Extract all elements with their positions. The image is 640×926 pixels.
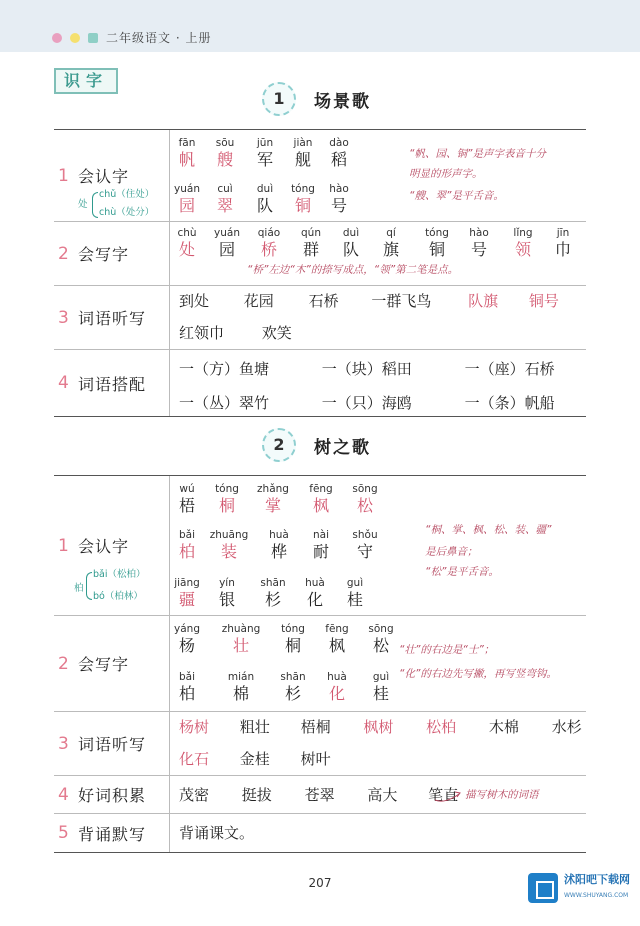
row-label (54, 350, 170, 416)
phrase: 一（丛）翠竹 (179, 394, 270, 412)
word: 红领巾 (179, 324, 225, 342)
row-number: 2 (58, 243, 69, 264)
book-title: 二年级语文 · 上册 (106, 31, 212, 45)
pinyin: fān (178, 137, 196, 149)
hanzi: 掌 (264, 496, 281, 515)
lesson2-row-beisong (54, 814, 586, 852)
word: 松柏 (426, 718, 457, 736)
bai-brace (86, 572, 92, 600)
pinyin: shān (280, 671, 306, 683)
pinyin: yáng (174, 623, 200, 635)
row-number: 1 (58, 535, 69, 556)
hanzi: 舰 (294, 150, 311, 169)
word: 挺拔 (241, 786, 272, 804)
page-header (0, 0, 640, 52)
pinyin: fēng (325, 623, 349, 635)
row-number: 3 (58, 733, 69, 754)
pinyin: qún (301, 227, 321, 239)
hanzi: 松 (356, 496, 373, 515)
yellow-dot (70, 33, 80, 43)
hanzi: 园 (218, 240, 235, 259)
lesson2-number: 2 (262, 428, 296, 462)
char-group (253, 482, 293, 516)
pinyin: shān (260, 577, 286, 589)
char-group (291, 226, 331, 260)
word: 化石 (179, 750, 210, 768)
renzi-note-3: “艘、翠”是平舌音。 (409, 190, 504, 202)
phrase: 一（块）稻田 (321, 360, 412, 378)
word: 水杉 (551, 718, 582, 736)
row-name: 背诵默写 (78, 824, 147, 844)
watermark-title: 沭阳吧下载网 (564, 873, 630, 886)
row-label (54, 776, 170, 813)
tingxie-line-2 (179, 748, 351, 769)
renzi-note-2: 明显的形声字。 (409, 168, 483, 180)
hanzi: 柏 (178, 684, 195, 703)
row-label (54, 616, 170, 711)
char-group (331, 226, 371, 260)
char-group (167, 482, 207, 516)
bai-note-lead: 柏 (74, 583, 84, 594)
hanzi: 领 (514, 240, 531, 259)
hanzi: 桂 (346, 590, 363, 609)
char-group (167, 136, 207, 170)
word: 树叶 (300, 750, 331, 768)
lesson1-title: 场景歌 (314, 92, 371, 112)
pinyin: wú (179, 483, 195, 495)
word: 梧桐 (300, 718, 331, 736)
tingxie-line-2 (179, 322, 312, 343)
beisong-text: 背诵课文。 (179, 824, 255, 842)
word: 高大 (367, 786, 398, 804)
row-name: 词语听写 (78, 309, 147, 328)
hanzi: 枫 (312, 496, 329, 515)
pinyin: lǐng (513, 227, 533, 239)
hanzi: 稻 (330, 150, 347, 169)
header-dots (52, 33, 98, 43)
pinyin: zhuāng (209, 529, 249, 541)
pinyin: yuán (214, 227, 240, 239)
watermark-icon (528, 873, 558, 903)
char-group (207, 576, 247, 610)
lesson2-row-haoci (54, 776, 586, 814)
char-group (245, 136, 285, 170)
row-number: 2 (58, 653, 69, 674)
renzi-note-1: “帆、园、铜”是声字表音十分 (409, 148, 546, 160)
row-number: 4 (58, 784, 69, 805)
hanzi: 园 (178, 196, 195, 215)
lesson1-xiezi-chars (171, 222, 586, 285)
char-group (221, 622, 261, 656)
pinyin: tóng (425, 227, 449, 239)
lesson2-haoci (171, 776, 586, 813)
hanzi: 柏 (178, 542, 195, 561)
pinyin: duì (256, 183, 274, 195)
row-number: 3 (58, 307, 69, 328)
hanzi: 疆 (178, 590, 195, 609)
hanzi: 梧 (178, 496, 195, 515)
section-tag: 识字 (54, 68, 118, 94)
hanzi: 桐 (284, 636, 301, 655)
char-group (361, 670, 401, 704)
row-name: 会写字 (78, 655, 130, 674)
hanzi: 化 (328, 684, 345, 703)
hanzi: 杉 (284, 684, 301, 703)
char-group (317, 670, 357, 704)
pinyin: yín (219, 577, 235, 589)
pinyin: dào (329, 137, 349, 149)
pinyin: jūn (256, 137, 274, 149)
lesson2-title: 树之歌 (314, 438, 371, 458)
hanzi: 守 (356, 542, 373, 561)
pinyin: jīn (556, 227, 570, 239)
lesson2-header (0, 428, 640, 468)
xiezi-note-2: “化”的右边先写撇，再写竖弯钩。 (399, 668, 557, 680)
word: 茂密 (179, 786, 210, 804)
char-group (319, 182, 359, 216)
chu-note-b: chù（处分） (99, 207, 155, 218)
pinyin: cuì (217, 183, 233, 195)
char-group (207, 482, 247, 516)
row-name: 好词积累 (78, 786, 147, 805)
char-group (283, 136, 323, 170)
pinyin: zhǎng (257, 483, 289, 495)
renzi-note-2: 是后鼻音； (425, 546, 478, 558)
arrow-icon (433, 786, 463, 806)
pinyin: sōu (215, 137, 235, 149)
tingxie-line-1 (179, 290, 579, 311)
dapei-line-1 (179, 358, 575, 379)
xiezi-note-1: “壮”的右边是“士”； (399, 644, 495, 656)
pinyin: hào (329, 183, 349, 195)
pinyin: huà (327, 671, 347, 683)
hanzi: 棉 (232, 684, 249, 703)
char-group (167, 528, 207, 562)
pinyin: hào (469, 227, 489, 239)
char-group (167, 622, 207, 656)
lesson1-tingxie-words (171, 286, 586, 349)
renzi-note-3: “松”是平舌音。 (425, 566, 499, 578)
hanzi: 铜 (294, 196, 311, 215)
lesson1-table (54, 129, 586, 417)
word: 木棉 (488, 718, 519, 736)
char-group (301, 528, 341, 562)
lesson2-xiezi-chars (171, 616, 586, 711)
pinyin: bǎi (178, 671, 196, 683)
char-group (317, 622, 357, 656)
word: 杨树 (179, 718, 210, 736)
char-group (345, 528, 385, 562)
lesson2-renzi-chars (171, 476, 586, 615)
hanzi: 铜 (428, 240, 445, 259)
watermark-logo (528, 871, 630, 905)
char-group (253, 576, 293, 610)
pinyin: bǎi (178, 529, 196, 541)
word: 铜号 (528, 292, 559, 310)
word: 石桥 (308, 292, 339, 310)
renzi-note-1: “桐、掌、枫、松、装、疆” (425, 524, 552, 536)
bai-note-a: bǎi（松柏） (93, 569, 146, 580)
row-name: 词语搭配 (78, 374, 147, 394)
pinyin: jiāng (174, 577, 200, 589)
hanzi: 军 (256, 150, 273, 169)
char-group (221, 670, 261, 704)
hanzi: 翠 (216, 196, 233, 215)
pinyin: qí (386, 227, 396, 239)
hanzi: 桦 (270, 542, 287, 561)
hanzi: 桂 (372, 684, 389, 703)
hanzi: 杨 (178, 636, 195, 655)
phrase: 一（座）石桥 (464, 360, 555, 378)
word: 花园 (243, 292, 274, 310)
row-number: 1 (58, 165, 69, 186)
word: 队旗 (468, 292, 499, 310)
row-label (54, 222, 170, 285)
hanzi: 艘 (216, 150, 233, 169)
row-name: 会认字 (78, 167, 130, 186)
pinyin: mián (227, 671, 255, 683)
pinyin: sōng (352, 483, 378, 495)
row-name: 会认字 (78, 537, 130, 556)
hanzi: 处 (178, 240, 195, 259)
pinyin: duì (342, 227, 360, 239)
char-group (205, 136, 245, 170)
tingxie-line-1 (179, 716, 596, 737)
lesson2-row-tingxie (54, 712, 586, 776)
chu-note-lead: 处 (78, 199, 88, 210)
lesson1-row-tingxie (54, 286, 586, 350)
watermark-text (564, 873, 630, 903)
lesson1-row-dapei (54, 350, 586, 416)
hanzi: 枫 (328, 636, 345, 655)
pinyin: shǒu (352, 529, 378, 541)
word: 到处 (179, 292, 210, 310)
pinyin: jiàn (293, 137, 313, 149)
pinyin: guì (372, 671, 390, 683)
char-group (273, 670, 313, 704)
hanzi: 队 (342, 240, 359, 259)
hanzi: 号 (470, 240, 487, 259)
char-group (417, 226, 457, 260)
lesson2-table (54, 475, 586, 853)
char-group (459, 226, 499, 260)
word: 欢笑 (261, 324, 292, 342)
word: 枫树 (363, 718, 394, 736)
char-group (205, 182, 245, 216)
teal-dot (88, 33, 98, 43)
char-group (503, 226, 543, 260)
hanzi: 化 (306, 590, 323, 609)
char-group (319, 136, 359, 170)
lesson1-row-xiezi (54, 222, 586, 286)
char-group (283, 182, 323, 216)
pinyin: qiáo (257, 227, 281, 239)
char-group (167, 670, 207, 704)
hanzi: 耐 (312, 542, 329, 561)
char-group (167, 576, 207, 610)
pinyin: fēng (309, 483, 333, 495)
hanzi: 壮 (232, 636, 249, 655)
char-group (245, 182, 285, 216)
xiezi-note: “桥”左边“木”的捺写成点，“领”第二笔是点。 (247, 264, 459, 276)
lesson2-beisong (171, 814, 586, 852)
word: 金桂 (239, 750, 270, 768)
chu-note-a: chǔ（住处） (99, 189, 155, 200)
hanzi: 松 (372, 636, 389, 655)
pinyin: huà (269, 529, 289, 541)
char-group (249, 226, 289, 260)
lesson2-row-renzi (54, 476, 586, 616)
row-number: 4 (58, 373, 69, 393)
char-group (335, 576, 375, 610)
lesson2-row-xiezi (54, 616, 586, 712)
char-group (345, 482, 385, 516)
char-group (295, 576, 335, 610)
char-group (209, 528, 249, 562)
haoci-line (179, 784, 468, 805)
lesson1-number: 1 (262, 82, 296, 116)
word: 一群飞鸟 (371, 292, 432, 310)
hanzi: 桥 (260, 240, 277, 259)
char-group (273, 622, 313, 656)
hanzi: 银 (218, 590, 235, 609)
page-number: 207 (308, 876, 332, 890)
hanzi: 号 (330, 196, 347, 215)
hanzi: 旗 (382, 240, 399, 259)
pinyin: guì (346, 577, 364, 589)
word: 粗壮 (239, 718, 270, 736)
row-name: 词语听写 (78, 735, 147, 754)
pink-dot (52, 33, 62, 43)
pinyin: yuán (174, 183, 200, 195)
hanzi: 帆 (178, 150, 195, 169)
phrase: 一（条）帆船 (464, 394, 555, 412)
hanzi: 装 (220, 542, 237, 561)
pinyin: tóng (215, 483, 239, 495)
bai-note-b: bó（柏林） (93, 591, 143, 602)
row-label (54, 712, 170, 775)
dapei-line-2 (179, 392, 575, 413)
char-group (207, 226, 247, 260)
row-label (54, 814, 170, 852)
lesson1-header (0, 82, 640, 122)
hanzi: 巾 (554, 240, 571, 259)
pinyin: sōng (368, 623, 394, 635)
char-group (371, 226, 411, 260)
hanzi: 杉 (264, 590, 281, 609)
pinyin: tóng (281, 623, 305, 635)
pinyin: huà (305, 577, 325, 589)
lesson1-row-renzi (54, 130, 586, 222)
lesson1-dapei (171, 350, 586, 416)
hanzi: 桐 (218, 496, 235, 515)
pinyin: chù (177, 227, 197, 239)
hanzi: 群 (302, 240, 319, 259)
lesson1-renzi-chars (171, 130, 586, 221)
phrase: 一（方）鱼塘 (179, 360, 270, 378)
row-name: 会写字 (78, 245, 130, 264)
char-group (361, 622, 401, 656)
watermark-sub: WWW.SHUYANG.COM (564, 892, 629, 899)
char-group (167, 226, 207, 260)
haoci-note: 描写树木的词语 (465, 789, 539, 801)
word: 笔直 (428, 786, 459, 804)
word: 苍翠 (304, 786, 335, 804)
row-label (54, 286, 170, 349)
pinyin: tóng (291, 183, 315, 195)
pinyin: nài (312, 529, 329, 541)
chu-brace (92, 192, 98, 218)
char-group (543, 226, 583, 260)
row-number: 5 (58, 823, 69, 843)
phrase: 一（只）海鸥 (321, 394, 412, 412)
lesson2-tingxie-words (171, 712, 586, 775)
hanzi: 队 (256, 196, 273, 215)
char-group (301, 482, 341, 516)
char-group (167, 182, 207, 216)
char-group (259, 528, 299, 562)
pinyin: zhuàng (221, 623, 261, 635)
